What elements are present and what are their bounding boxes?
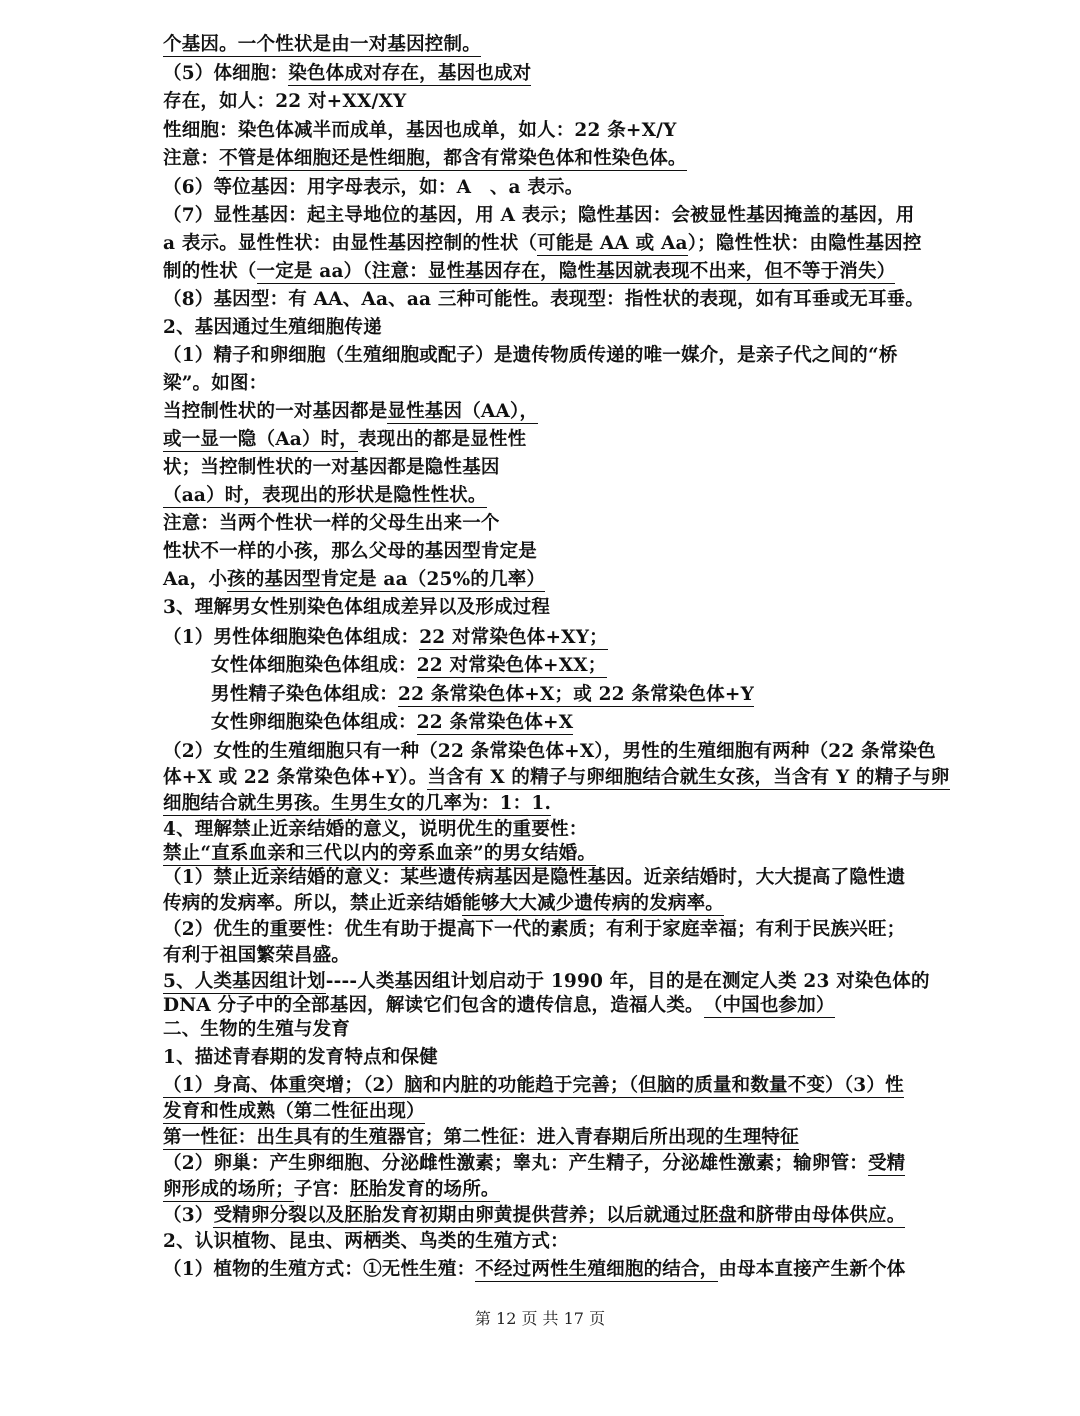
- section-heading: [163, 596, 550, 620]
- text: ）；隐性性状：由隐性基因控: [687, 233, 922, 254]
- text: 性细胞：: [163, 120, 238, 141]
- underlined-text: 当含有 X 的精子与卵细胞结合就生女孩，当含有 Y 的精子与卵: [427, 767, 950, 788]
- text-line: [163, 372, 267, 396]
- text: 由母本直接产生新个体: [718, 1259, 906, 1280]
- text-line: [163, 766, 950, 790]
- section-heading: [163, 1230, 569, 1254]
- chapter-heading: [163, 1018, 350, 1042]
- text: 传病的发病率。所以，禁止近亲结婚: [163, 893, 463, 914]
- text-line: [163, 1152, 905, 1176]
- text-line: [163, 62, 531, 86]
- text: 子宫：: [293, 1179, 351, 1200]
- text-line: [163, 994, 835, 1018]
- underlined-text: 22 条常染色体+X；或 22 条常染色体+Y: [398, 684, 754, 705]
- text-line: [163, 232, 922, 256]
- text-line: [163, 626, 608, 650]
- text-line: [163, 456, 500, 480]
- text: （6）等位基因：用字母表示，如：A 、a 表示。: [163, 177, 584, 198]
- text-line: [163, 512, 500, 536]
- text: 有利于祖国繁荣昌盛。: [163, 945, 351, 966]
- text-line: [163, 944, 350, 968]
- text: 2、基因通过生殖细胞传递: [163, 317, 382, 338]
- text-line: [163, 1258, 905, 1282]
- underlined-text: 受精卵分裂以及胚胎发育初期由卵黄提供营养；以后就通过胚盘和脐带由母体供应。: [213, 1205, 906, 1226]
- text-line: [211, 654, 607, 678]
- underlined-text: 受精: [867, 1153, 906, 1174]
- text: 女性体细胞染色体组成：: [211, 655, 417, 676]
- text-line: [163, 842, 596, 866]
- underlined-text: 细胞结合就生男孩。生男生女的几率为：1：1.: [163, 793, 552, 814]
- text: 女性卵细胞染色体组成：: [211, 712, 417, 733]
- text: （7）显性基因：起主导地位的基因，用 A 表示；隐性基因：会被显性基因掩盖的基因，用: [163, 205, 915, 226]
- text: 存在，如人：22 对+XX/XY: [163, 91, 407, 112]
- text: （8）基因型：有 AA、Aa、aa 三种可能性。表现型：指性状的表现，如有耳垂或无耳垂。: [163, 289, 925, 310]
- text-line: [163, 918, 905, 942]
- underlined-text: 显性基因（AA），: [387, 401, 539, 422]
- text: 二、生物的生殖与发育: [163, 1019, 351, 1040]
- underlined-text: 能够大大减少遗传病的发病率。: [462, 893, 725, 914]
- text: （1）精子和卵细胞（生殖细胞或配子）是遗传物质传递的唯一媒介，是亲子代之间的“桥: [163, 345, 898, 366]
- underlined-text: （中国也参加）: [703, 995, 835, 1016]
- text: 性状不一样的小孩，那么父母的基因型肯定是: [163, 541, 538, 562]
- text: 制的性状（: [163, 261, 257, 282]
- text-line: [163, 400, 538, 424]
- text-line: [211, 683, 754, 707]
- text-line: [163, 147, 687, 171]
- text-line: [163, 740, 936, 764]
- text-line: [163, 428, 526, 452]
- text: （1）禁止近亲结婚的意义：某些遗传病基因是隐性基因。近亲结婚时，大大提高了隐性遗: [163, 867, 906, 888]
- underlined-text: ）（注意：显性基因存在，隐性基因就表现不出来，但不等于消失）: [343, 261, 896, 282]
- text-line: [163, 119, 677, 143]
- underlined-text: 22 对常染色体+XY；: [419, 627, 608, 648]
- text: （2）卵巢：产生卵细胞、分泌雌性激素；睾丸：产生精子，分泌雄性激素；输卵管：: [163, 1153, 868, 1174]
- text: 1、描述青春期的发育特点和保健: [163, 1047, 438, 1068]
- text: DNA 分子中的全部基因，解读它们包含的遗传信息，造福人类。: [163, 995, 704, 1016]
- underlined-text: 不经过两性生殖细胞的结合，: [475, 1259, 719, 1280]
- text: （2）优生的重要性：优生有助于提高下一代的素质；有利于家庭幸福；有利于民族兴旺；: [163, 919, 906, 940]
- text-line: [163, 288, 924, 312]
- text: 男性精子染色体组成：: [211, 684, 399, 705]
- text: 状；当控制性状的一对基因都是隐性基因: [163, 457, 500, 478]
- underlined-text: 22 条常染色体+X: [416, 712, 574, 733]
- underlined-text: 染色体成对存在，基因也成对: [288, 63, 532, 84]
- text-line: [211, 711, 573, 735]
- text: （2）女性的生殖细胞只有一种（22 条常染色体+X），男性的生殖细胞有两种（22 条常染色: [163, 741, 936, 762]
- text-line: [163, 1126, 799, 1150]
- text: Aa，小: [163, 569, 228, 590]
- page-footer: 第 12 页 共 17 页: [474, 1309, 606, 1328]
- text-line: [163, 1074, 904, 1098]
- text: 当控制性状的一对基因都是: [163, 401, 388, 422]
- section-heading: [163, 818, 587, 842]
- underlined-text: 或一显一隐（Aa）时，: [163, 429, 359, 450]
- text-line: [163, 33, 481, 57]
- underlined-text: 个基因。一个性状是由一对基因控制。: [163, 34, 481, 55]
- section-heading: [163, 316, 382, 340]
- underlined-text: 卵形成的场所；: [163, 1179, 294, 1200]
- text-line: [163, 1178, 500, 1202]
- underlined-text: 5、人类基因组计划: [163, 971, 326, 992]
- underlined-text: （aa）时，表现出的形状是隐性性状。: [163, 485, 487, 506]
- text-line: [163, 892, 724, 916]
- underlined-text: 22 对常染色体+XX；: [416, 655, 607, 676]
- text-line: [163, 260, 895, 284]
- text-line: [163, 792, 551, 816]
- section-heading: [163, 1046, 438, 1070]
- underlined-text: 可能是 AA 或 Aa: [537, 233, 688, 254]
- text: 注意：: [163, 148, 220, 169]
- section-heading: [163, 970, 930, 994]
- text-line: [163, 568, 545, 592]
- text: （1）男性体细胞染色体组成：: [163, 627, 420, 648]
- underlined-text: 一定是 aa: [256, 261, 344, 282]
- text-line: [163, 540, 537, 564]
- underlined-text: 孩的基因型肯定是 aa（25%的几率）: [227, 569, 546, 590]
- text-line: [163, 344, 898, 368]
- text: 2、认识植物、昆虫、两栖类、鸟类的生殖方式：: [163, 1231, 569, 1252]
- underlined-text: 发育和性成熟（第二性征出现）: [163, 1101, 425, 1122]
- text: （1）植物的生殖方式：①无性生殖：: [163, 1259, 476, 1280]
- text-line: [163, 176, 583, 200]
- text: 体+X 或 22 条常染色体+Y）。: [163, 767, 428, 788]
- text-line: [163, 1204, 905, 1228]
- text-line: [163, 204, 915, 228]
- text-line: [163, 90, 406, 114]
- underlined-text: 第一性征：出生具有的生殖器官；第二性征：进入青春期后所出现的生理特征: [163, 1127, 799, 1148]
- text: 表现出的都是显性性: [358, 429, 527, 450]
- text: 染色体减半而成单，基因也成单，如人：22 条+X/Y: [237, 120, 677, 141]
- text: 4、理解禁止近亲结婚的意义，说明优生的重要性：: [163, 819, 588, 840]
- underlined-text: 禁止“直系血亲和三代以内的旁系血亲”的男女结婚。: [163, 843, 597, 864]
- text-line: [163, 1100, 425, 1124]
- text: 梁”。如图：: [163, 373, 268, 394]
- text: （5）体细胞：: [163, 63, 289, 84]
- text: 3、理解男女性别染色体组成差异以及形成过程: [163, 597, 551, 618]
- underlined-text: 不管是体细胞还是性细胞，都含有常染色体和性染色体。: [219, 148, 687, 169]
- text: （3）: [163, 1205, 214, 1226]
- text: 注意：当两个性状一样的父母生出来一个: [163, 513, 500, 534]
- text-line: [163, 484, 487, 508]
- text: ----人类基因组计划启动于 1990 年，目的是在测定人类 23 对染色体的: [325, 971, 930, 992]
- text: a 表示。显性性状：由显性基因控制的性状（: [163, 233, 538, 254]
- underlined-text: 胚胎发育的场所。: [350, 1179, 500, 1200]
- underlined-text: （1）身高、体重突增；（2）脑和内脏的功能趋于完善；（但脑的质量和数量不变）（3）性: [163, 1075, 904, 1096]
- text-line: [163, 866, 905, 890]
